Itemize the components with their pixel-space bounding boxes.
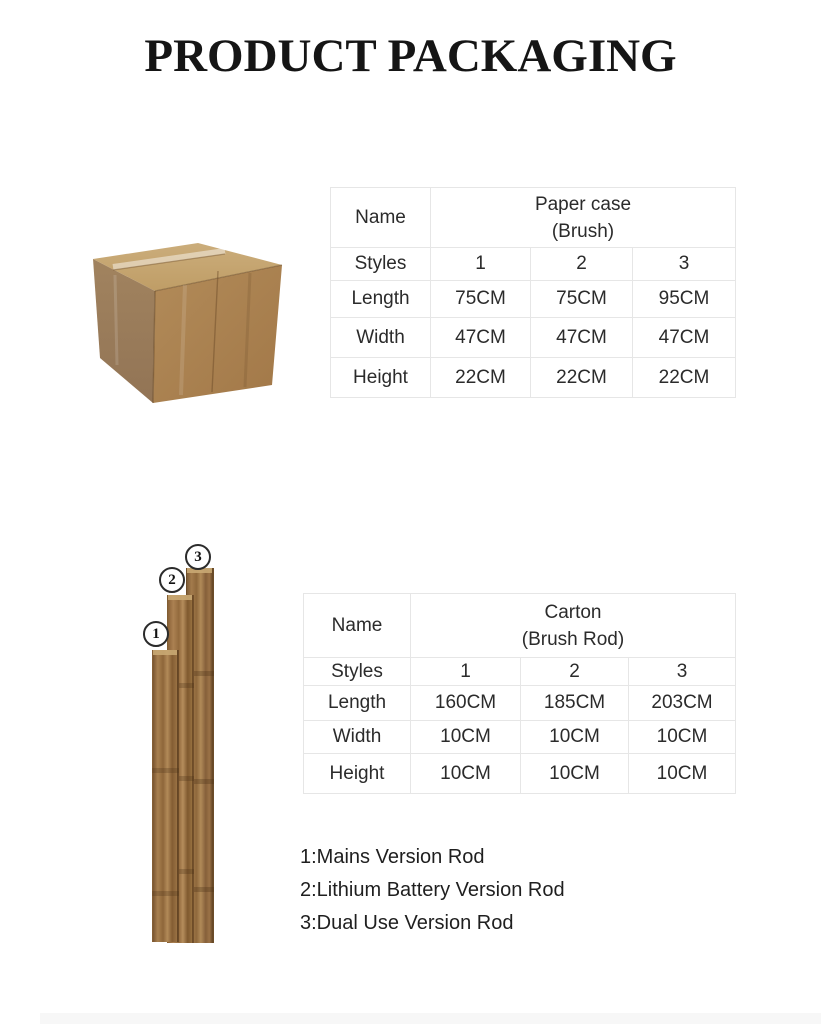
carton-width-1: 10CM — [411, 721, 521, 754]
carton-style-2: 2 — [521, 658, 629, 686]
legend-line-3: 3:Dual Use Version Rod — [300, 912, 514, 934]
paper-case-width-1: 47CM — [431, 318, 531, 358]
carton-length-2: 185CM — [521, 686, 629, 721]
carton-style-3: 3 — [629, 658, 736, 686]
paper-case-product-line2: (Brush) — [551, 220, 615, 242]
carton-product-name — [411, 594, 736, 658]
carton-height-3: 10CM — [629, 754, 736, 794]
legend-line-1: 1:Mains Version Rod — [300, 846, 485, 868]
paper-case-style-2: 2 — [531, 248, 633, 281]
carton-length-label: Length — [304, 686, 411, 721]
carton-product-line2: (Brush Rod) — [521, 628, 625, 650]
paper-case-height-2: 22CM — [531, 358, 633, 398]
rod-marker-2 — [159, 567, 185, 593]
page-title: PRODUCT PACKAGING — [144, 30, 677, 82]
bottom-edge-strip — [40, 1013, 821, 1024]
rod-marker-1 — [143, 621, 169, 647]
carton-table — [303, 593, 736, 794]
paper-case-width-3: 47CM — [633, 318, 736, 358]
paper-case-height-1: 22CM — [431, 358, 531, 398]
paper-case-product-name — [431, 188, 736, 248]
paper-case-length-1: 75CM — [431, 281, 531, 318]
paper-case-product-line1: Paper case — [534, 193, 632, 215]
rod-marker-2-number: 2 — [168, 571, 176, 588]
carton-product-line1: Carton — [544, 601, 602, 623]
paper-case-table — [330, 187, 736, 398]
legend-line-2: 2:Lithium Battery Version Rod — [300, 879, 565, 901]
rod-marker-1-number: 1 — [152, 625, 160, 642]
paper-case-height-3: 22CM — [633, 358, 736, 398]
rod-legend — [300, 841, 565, 940]
carton-height-label: Height — [304, 754, 411, 794]
carton-height-1: 10CM — [411, 754, 521, 794]
carton-height-2: 10CM — [521, 754, 629, 794]
carton-width-label: Width — [304, 721, 411, 754]
rod-bundle-photo — [135, 540, 245, 950]
carton-style-1: 1 — [411, 658, 521, 686]
rod-marker-3 — [185, 544, 211, 570]
paper-case-photo — [55, 215, 305, 415]
paper-case-width-2: 47CM — [531, 318, 633, 358]
paper-case-height-label: Height — [331, 358, 431, 398]
paper-case-length-2: 75CM — [531, 281, 633, 318]
paper-case-name-label: Name — [331, 188, 431, 248]
rod-marker-3-number: 3 — [194, 548, 202, 565]
paper-case-style-1: 1 — [431, 248, 531, 281]
carton-styles-label: Styles — [304, 658, 411, 686]
carton-width-3: 10CM — [629, 721, 736, 754]
paper-case-length-3: 95CM — [633, 281, 736, 318]
paper-case-styles-label: Styles — [331, 248, 431, 281]
paper-case-style-3: 3 — [633, 248, 736, 281]
carton-name-label: Name — [304, 594, 411, 658]
paper-case-length-label: Length — [331, 281, 431, 318]
rod-1 — [152, 650, 179, 942]
carton-length-1: 160CM — [411, 686, 521, 721]
carton-length-3: 203CM — [629, 686, 736, 721]
paper-case-width-label: Width — [331, 318, 431, 358]
carton-width-2: 10CM — [521, 721, 629, 754]
cardboard-box-illustration — [55, 215, 305, 415]
